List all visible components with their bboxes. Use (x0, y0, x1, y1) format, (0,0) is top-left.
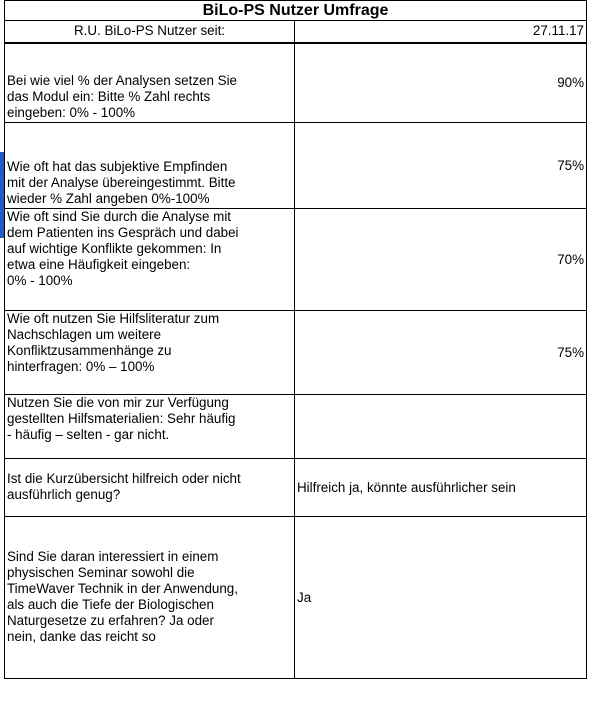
table-row (5, 311, 587, 395)
table-row (5, 459, 587, 517)
question-line: etwa eine Häufigkeit eingeben: (7, 257, 191, 272)
table-row (5, 123, 587, 209)
question-line: das Modul ein: Bitte % Zahl rechts (7, 89, 211, 104)
user-since-label[interactable]: R.U. BiLo-PS Nutzer seit: (5, 21, 295, 43)
question-cell[interactable] (5, 459, 295, 517)
question-line: Konfliktzusammenhänge zu (7, 343, 172, 358)
question-line: TimeWaver Technik in der Anwendung, (7, 581, 238, 596)
question-line: physischen Seminar sowohl die (7, 565, 195, 580)
table-row (5, 395, 587, 459)
title-row (5, 1, 587, 21)
question-cell[interactable] (5, 311, 295, 395)
question-line: Wie oft nutzen Sie Hilfsliteratur zum (7, 311, 220, 326)
question-line: Naturgesetze zu erfahren? Ja oder (7, 613, 214, 628)
table-row (5, 209, 587, 311)
question-line: mit der Analyse übereingestimmt. Bitte (7, 175, 236, 190)
table-row (5, 517, 587, 679)
question-line: gestellten Hilfsmaterialien: Sehr häufig (7, 411, 236, 426)
question-cell[interactable] (5, 209, 295, 311)
answer-cell[interactable] (295, 395, 587, 459)
question-line: - häufig – selten - gar nicht. (7, 427, 170, 442)
header-row (5, 21, 587, 43)
question-line: nein, danke das reicht so (7, 629, 156, 644)
question-cell[interactable] (5, 123, 295, 209)
answer-cell[interactable]: 75% (295, 123, 587, 209)
table-row (5, 43, 587, 123)
question-line: ausführlich genug? (7, 487, 121, 502)
question-line: als auch die Tiefe der Biologischen (7, 597, 214, 612)
answer-cell[interactable]: 75% (295, 311, 587, 395)
answer-cell[interactable]: 70% (295, 209, 587, 311)
question-line: hinterfragen: 0% – 100% (7, 359, 155, 374)
survey-table (4, 0, 587, 679)
question-line: dem Patienten ins Gespräch und dabei (7, 225, 239, 240)
question-line: eingeben: 0% - 100% (7, 105, 136, 120)
question-line: Nutzen Sie die von mir zur Verfügung (7, 395, 229, 410)
answer-cell[interactable]: Ja (295, 517, 587, 679)
question-line: wieder % Zahl angeben 0%-100% (7, 191, 210, 206)
question-cell[interactable] (5, 43, 295, 123)
question-cell[interactable] (5, 517, 295, 679)
answer-cell[interactable]: 90% (295, 43, 587, 123)
survey-title[interactable]: BiLo-PS Nutzer Umfrage (5, 1, 587, 21)
question-line: Wie oft sind Sie durch die Analyse mit (7, 209, 232, 224)
question-line: Nachschlagen um weitere (7, 327, 162, 342)
question-line: Bei wie viel % der Analysen setzen Sie (7, 73, 237, 88)
user-since-value[interactable]: 27.11.17 (295, 21, 587, 43)
answer-cell[interactable]: Hilfreich ja, könnte ausführlicher sein (295, 459, 587, 517)
question-line: 0% - 100% (7, 273, 73, 288)
question-cell[interactable] (5, 395, 295, 459)
question-line: auf wichtige Konflikte gekommen: In (7, 241, 222, 256)
question-line: Sind Sie daran interessiert in einem (7, 549, 219, 564)
question-line: Wie oft hat das subjektive Empfinden (7, 159, 228, 174)
question-line: Ist die Kurzübersicht hilfreich oder nicht (7, 471, 241, 486)
